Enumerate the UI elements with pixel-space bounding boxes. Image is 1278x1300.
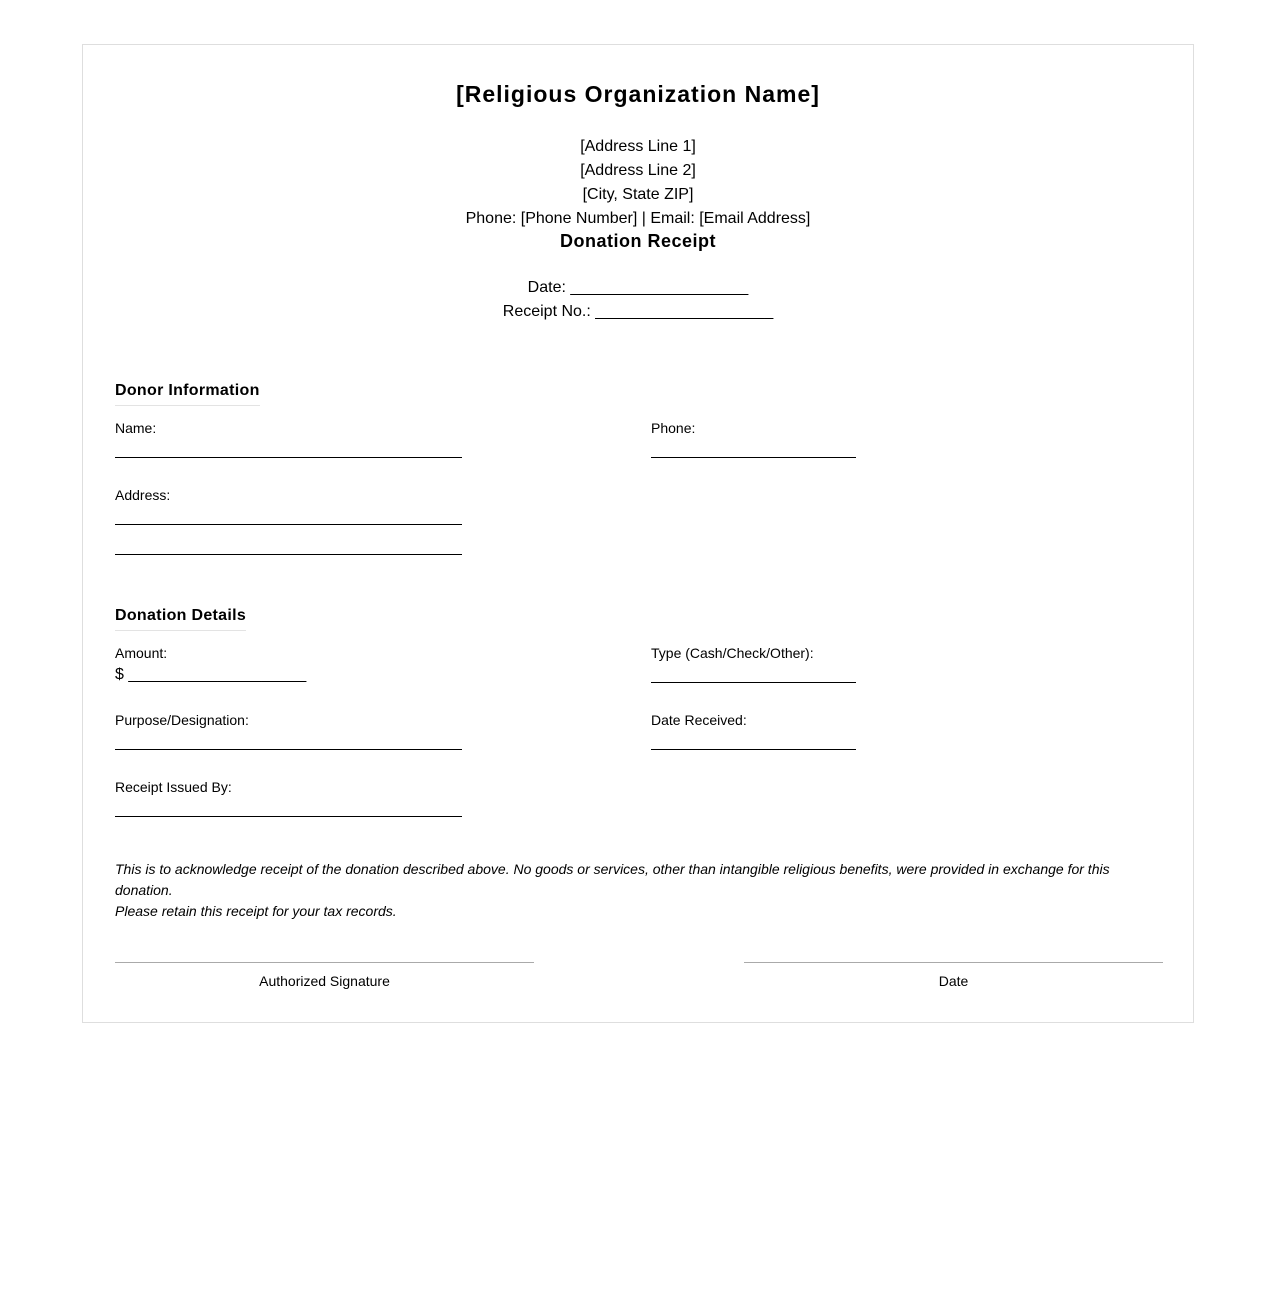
tax-notice (115, 859, 1165, 922)
date-received-field[interactable] (651, 749, 856, 750)
donor-address-field-line-2[interactable] (115, 554, 462, 555)
organization-address-block (83, 135, 1193, 231)
purpose-field[interactable] (115, 749, 462, 750)
amount-label: Amount: (115, 645, 168, 661)
document-title: Donation Receipt (559, 231, 716, 251)
retain-receipt-text: Please retain this receipt for your tax records. (115, 903, 397, 919)
signature-date-line[interactable] (744, 962, 1163, 963)
signature-date-label: Date (938, 973, 969, 989)
contact-line: Phone: [Phone Number] | Email: [Email Address] (465, 210, 811, 227)
address-line-1: [Address Line 1] (580, 138, 696, 155)
city-state-zip: [City, State ZIP] (582, 186, 694, 203)
donor-name-field[interactable] (115, 457, 462, 458)
issued-by-label: Receipt Issued By: (115, 779, 232, 795)
date-received-label: Date Received: (651, 712, 747, 728)
donor-phone-field[interactable] (651, 457, 856, 458)
receipt-date-line[interactable]: Date: ____________________ (527, 279, 749, 296)
donor-phone-label: Phone: (651, 420, 696, 436)
acknowledgement-text: This is to acknowledge receipt of the donation described above. No goods or services, other than intangible religious benefits, were provided in exchange for this donation. (115, 861, 1110, 898)
amount-field[interactable]: $ ____________________ (115, 666, 307, 683)
donor-information-heading: Donor Information (115, 382, 260, 406)
receipt-page (82, 44, 1194, 1023)
issued-by-field[interactable] (115, 816, 462, 817)
donor-address-field-line-1[interactable] (115, 524, 462, 525)
organization-name: [Religious Organization Name] (456, 81, 820, 107)
donation-details-heading: Donation Details (115, 607, 246, 631)
receipt-meta-block (83, 276, 1193, 324)
address-line-2: [Address Line 2] (580, 162, 696, 179)
receipt-number-line[interactable]: Receipt No.: ____________________ (502, 303, 774, 320)
authorized-signature-label: Authorized Signature (259, 973, 390, 989)
purpose-label: Purpose/Designation: (115, 712, 249, 728)
donor-name-label: Name: (115, 420, 157, 436)
donor-address-label: Address: (115, 487, 171, 503)
donation-type-label: Type (Cash/Check/Other): (651, 645, 814, 661)
authorized-signature-line[interactable] (115, 962, 534, 963)
donation-type-field[interactable] (651, 682, 856, 683)
